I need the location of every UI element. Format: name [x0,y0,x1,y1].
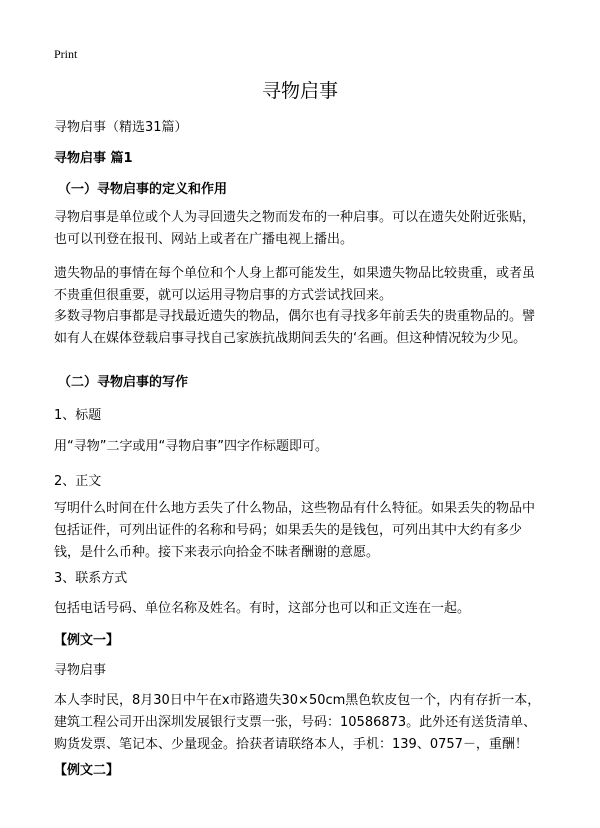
item-text-contact: 包括电话号码、单位名称及姓名。有时，这部分也可以和正文连在一起。 [54,601,471,616]
item-label-title: 1、标题 [54,408,102,423]
item-label-contact: 3、联系方式 [54,571,128,586]
page-title: 寻物启事 [261,80,338,102]
example-title-one: 寻物启事 [54,663,107,678]
chapter-title: 寻物启事 篇1 [54,151,133,166]
paragraph-example-note: 多数寻物启事都是寻找最近遗失的物品，偶尔也有寻找多年前丢失的贵重物品的。譬如有人在媒体登载启事寻找自己家族抗战期间丢失的‘名画。但这种情况较为少见。 [54,309,536,346]
section-heading-writing: （二）寻物启事的写作 [58,375,189,390]
item-text-body: 写明什么时间在什么地方丢失了什么物品，这些物品有什么特征。如果丢失的物品中包括证件，可列出证件的名称和号码；如果丢失的是钱包，可列出其中大约有多少钱，是什么币种。接下来表示向拾金不昧者酬谢的意愿。 [54,501,536,560]
example-heading-two: 【例文二】 [54,763,120,778]
document-subtitle: 寻物启事（精选31篇） [54,120,188,135]
print-label: Print [54,47,78,61]
example-heading-one: 【例文一】 [54,633,120,648]
item-text-title: 用“寻物”二字或用“寻物启事”四字作标题即可。 [54,439,328,454]
paragraph-usage: 遗失物品的事情在每个单位和个人身上都可能发生，如果遗失物品比较贵重，或者虽不贵重但很重要，就可以运用寻物启事的方式尝试找回来。 [54,266,536,303]
example-text-one: 本人李时民，8月30日中午在x市路遗失30×50cm黑色软皮包一个，内有存折一本，建筑工程公司开出深圳发展银行支票一张，号码：10586873。此外还有送货清单、购货发票、笔记本、少量现金。拾获者请联络本人，手机：139、0757－，重酬！ [54,693,541,752]
item-label-body: 2、正文 [54,474,102,489]
paragraph-definition: 寻物启事是单位或个人为寻回遗失之物而发布的一种启事。可以在遗失处附近张贴，也可以刊登在报刊、网站上或者在广播电视上播出。 [54,210,536,247]
section-heading-definition: （一）寻物启事的定义和作用 [58,182,228,197]
